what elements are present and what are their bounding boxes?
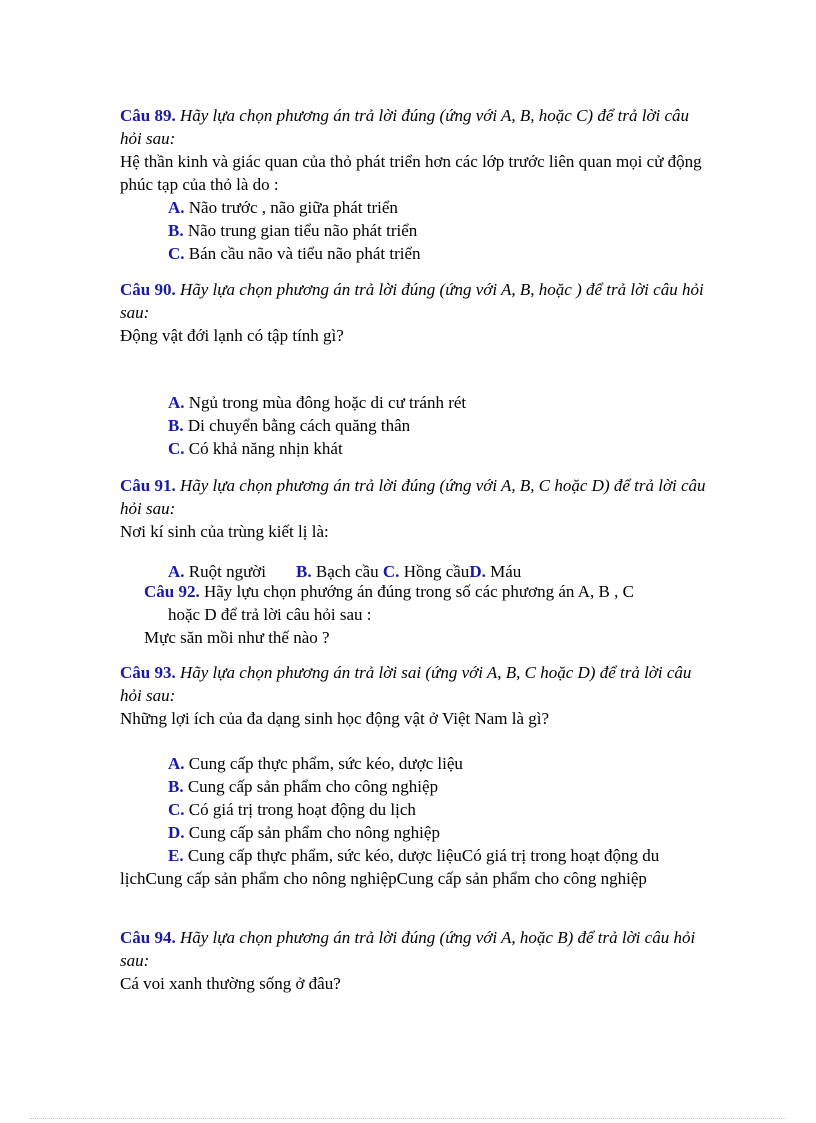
option-b — [168, 775, 710, 798]
question-93-options — [120, 752, 710, 890]
question-header — [120, 926, 710, 972]
question-header — [120, 104, 710, 150]
option-letter: A. — [168, 198, 185, 217]
option-text: Có giá trị trong hoạt động du lịch — [188, 800, 416, 819]
options-list — [120, 752, 710, 890]
option-c — [168, 242, 710, 265]
option-letter: E. — [168, 846, 184, 865]
question-stem: Nơi kí sinh của trùng kiết lị là: — [120, 522, 329, 541]
option-c — [168, 437, 710, 460]
option-letter: B. — [168, 777, 184, 796]
option-letter: C. — [382, 562, 400, 581]
option-text: Bán cầu não và tiểu não phát triển — [188, 244, 421, 263]
option-letter: A. — [168, 562, 185, 581]
option-letter: C. — [168, 244, 185, 263]
question-header — [144, 580, 704, 603]
option-letter: B. — [168, 416, 184, 435]
option-text: Ngủ trong mùa đông hoặc di cư tránh rét — [188, 393, 467, 412]
option-a — [168, 196, 710, 219]
option-letter: A. — [168, 754, 185, 773]
question-instruction: Hãy lựu chọn phướng án đúng trong số các phương án A, B , C — [203, 582, 634, 601]
option-b — [168, 219, 710, 242]
option-text: Não trước , não giữa phát triển — [188, 198, 398, 217]
option-b — [168, 414, 710, 437]
page-bottom-divider — [30, 1118, 786, 1119]
option-letter: A. — [168, 393, 185, 412]
question-instruction: Hãy lựa chọn phương án trả lời đúng (ứng với A, B, C hoặc D) để trả lời câu hỏi sau: — [120, 476, 706, 518]
option-text: Cung cấp thực phẩm, sức kéo, dược liệuCó giá trị trong hoạt động du lịchCung cấp sản phẩm cho nông nghiệpCung cấp sản phẩm cho công nghiệp — [120, 846, 660, 888]
option-letter: C. — [168, 800, 185, 819]
option-text: Hồng cầu — [403, 562, 470, 581]
option-text: Não trung gian tiểu não phát triển — [187, 221, 418, 240]
option-text: Cung cấp thực phẩm, sức kéo, dược liệu — [188, 754, 463, 773]
option-text: Bạch cầu — [315, 562, 379, 581]
options-list — [120, 391, 710, 460]
question-instruction-cont: hoặc D để trả lời câu hỏi sau : — [168, 605, 372, 624]
question-stem: Động vật đới lạnh có tập tính gì? — [120, 326, 344, 345]
question-number: Câu 94. — [120, 928, 176, 947]
question-instruction: Hãy lựa chọn phương án trả lời đúng (ứng với A, B, hoặc ) để trả lời câu hỏi sau: — [120, 280, 704, 322]
question-header — [120, 661, 710, 707]
question-stem: Những lợi ích của đa dạng sinh học động vật ở Việt Nam là gì? — [120, 709, 550, 728]
question-header — [120, 474, 710, 520]
question-number: Câu 92. — [144, 582, 200, 601]
option-a — [168, 391, 710, 414]
question-stem: Cá voi xanh thường sống ở đâu? — [120, 974, 341, 993]
question-89 — [120, 104, 710, 265]
option-letter: B. — [296, 562, 312, 581]
option-text: Ruột người — [188, 562, 267, 581]
option-text: Có khả năng nhịn khát — [188, 439, 343, 458]
option-letter: C. — [168, 439, 185, 458]
question-stem: Hệ thần kinh và giác quan của thỏ phát triển hơn các lớp trước liên quan mọi cử động phúc tạp của thỏ là do : — [120, 152, 702, 194]
question-number: Câu 90. — [120, 280, 176, 299]
question-90 — [120, 278, 710, 347]
option-text: Cung cấp sản phẩm cho công nghiệp — [187, 777, 439, 796]
question-number: Câu 93. — [120, 663, 176, 682]
option-text: Di chuyển bằng cách quăng thân — [187, 416, 411, 435]
option-letter: D. — [168, 823, 185, 842]
option-letter: B. — [168, 221, 184, 240]
question-instruction: Hãy lựa chọn phương án trả lời đúng (ứng với A, hoặc B) để trả lời câu hỏi sau: — [120, 928, 696, 970]
question-header — [120, 278, 710, 324]
option-d — [168, 821, 710, 844]
question-number: Câu 89. — [120, 106, 176, 125]
option-c — [168, 798, 710, 821]
question-stem: Mực săn mồi như thế nào ? — [144, 628, 330, 647]
question-93 — [120, 661, 710, 730]
question-instruction: Hãy lựa chọn phương án trả lời đúng (ứng với A, B, hoặc C) để trả lời câu hỏi sau: — [120, 106, 690, 148]
options-list — [120, 196, 710, 265]
question-90-options — [120, 391, 710, 460]
option-letter: D. — [469, 562, 486, 581]
option-text: Máu — [490, 562, 522, 581]
question-92 — [144, 580, 704, 649]
option-a — [168, 752, 710, 775]
question-instruction: Hãy lựa chọn phương án trả lời sai (ứng với A, B, C hoặc D) để trả lời câu hỏi sau: — [120, 663, 692, 705]
option-e — [120, 844, 710, 890]
question-number: Câu 91. — [120, 476, 176, 495]
question-94 — [120, 926, 710, 995]
option-text: Cung cấp sản phẩm cho nông nghiệp — [188, 823, 440, 842]
